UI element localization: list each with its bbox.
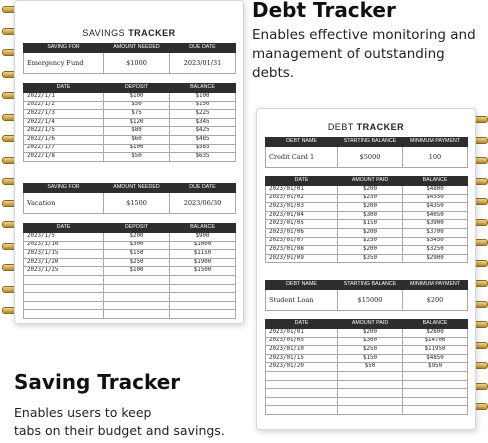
table-row bbox=[266, 354, 468, 363]
table-cell: $2900 bbox=[403, 254, 468, 263]
table-cell: $3250 bbox=[403, 246, 468, 255]
savings-goal-table-2 bbox=[23, 183, 236, 214]
table-cell: $200 bbox=[338, 186, 403, 195]
debt-tracker-page bbox=[256, 108, 476, 430]
debt-row bbox=[266, 290, 468, 311]
goal-amount: $1500 bbox=[104, 193, 170, 214]
table-cell: 2023/01/04 bbox=[266, 211, 338, 220]
col-date: DATE bbox=[266, 177, 338, 186]
debt-title-bold: TRACKER bbox=[356, 122, 405, 132]
table-row bbox=[266, 371, 468, 380]
savings-page-title bbox=[15, 28, 243, 38]
table-cell bbox=[24, 301, 104, 310]
table-cell: $1150 bbox=[170, 250, 236, 259]
table-cell: $200 bbox=[104, 233, 170, 242]
debt-page-title bbox=[257, 122, 475, 132]
table-row bbox=[266, 194, 468, 203]
spiral-ring bbox=[474, 137, 488, 144]
col-debt-name: DEBT NAME bbox=[266, 138, 338, 147]
table-row bbox=[24, 267, 236, 276]
table-row bbox=[24, 233, 236, 242]
table-row bbox=[266, 337, 468, 346]
savings-goal-table-1 bbox=[23, 43, 236, 74]
table-cell bbox=[403, 380, 468, 389]
table-cell: 2022/1/4 bbox=[24, 118, 104, 127]
saving-desc-line1: Enables users to keep bbox=[14, 405, 152, 420]
table-row bbox=[266, 246, 468, 255]
table-cell bbox=[104, 275, 170, 284]
table-cell: $300 bbox=[338, 337, 403, 346]
table-cell: $2800 bbox=[403, 329, 468, 338]
table-row bbox=[266, 397, 468, 406]
table-cell: 2022/1/1 bbox=[24, 93, 104, 102]
table-cell bbox=[338, 380, 403, 389]
goal-header-row bbox=[24, 44, 236, 53]
table-cell bbox=[266, 380, 338, 389]
goal-name: Vacation bbox=[24, 193, 104, 214]
table-cell: $585 bbox=[170, 144, 236, 153]
spiral-ring bbox=[474, 362, 488, 369]
table-cell: $635 bbox=[170, 153, 236, 162]
goal-amount: $1000 bbox=[104, 53, 170, 74]
table-cell: 2022/1/5 bbox=[24, 127, 104, 136]
debt-tracker-heading: Debt Tracker bbox=[252, 0, 396, 22]
table-cell bbox=[104, 310, 170, 319]
table-cell: $100 bbox=[104, 144, 170, 153]
table-cell bbox=[403, 389, 468, 398]
table-cell: $75 bbox=[104, 110, 170, 119]
table-cell: $100 bbox=[104, 267, 170, 276]
col-starting-balance: STARTING BALANCE bbox=[338, 138, 403, 147]
savings-log-table-2 bbox=[23, 223, 236, 319]
col-date: DATE bbox=[24, 224, 104, 233]
table-cell bbox=[24, 284, 104, 293]
table-cell: 2023/1/5 bbox=[24, 233, 104, 242]
table-cell: $4350 bbox=[403, 203, 468, 212]
table-cell: $200 bbox=[338, 203, 403, 212]
table-cell bbox=[266, 389, 338, 398]
table-row bbox=[24, 284, 236, 293]
table-cell: $1000 bbox=[170, 241, 236, 250]
log-header-row bbox=[24, 224, 236, 233]
debt-log-table-1 bbox=[265, 176, 468, 263]
table-cell: $80 bbox=[104, 127, 170, 136]
table-row bbox=[266, 346, 468, 355]
table-cell: $250 bbox=[338, 194, 403, 203]
table-row bbox=[266, 380, 468, 389]
table-cell: $200 bbox=[338, 329, 403, 338]
spiral-ring bbox=[474, 280, 488, 287]
debt-header-row bbox=[266, 138, 468, 147]
table-cell: $300 bbox=[338, 211, 403, 220]
spiral-ring bbox=[474, 178, 488, 185]
col-due-date: DUE DATE bbox=[170, 184, 236, 193]
table-row bbox=[24, 118, 236, 127]
table-cell: $60 bbox=[104, 135, 170, 144]
table-cell bbox=[338, 397, 403, 406]
goal-row bbox=[24, 53, 236, 74]
table-row bbox=[24, 275, 236, 284]
table-cell: 2023/01/09 bbox=[266, 254, 338, 263]
table-cell bbox=[24, 275, 104, 284]
debt-row bbox=[266, 147, 468, 168]
table-row bbox=[266, 237, 468, 246]
table-cell bbox=[104, 293, 170, 302]
table-cell: $1900 bbox=[170, 258, 236, 267]
table-cell: 2023/01/06 bbox=[266, 228, 338, 237]
col-amount-paid: AMOUNT PAID bbox=[338, 177, 403, 186]
table-cell: $1500 bbox=[170, 267, 236, 276]
savings-tracker-page bbox=[14, 0, 244, 324]
spiral-ring bbox=[474, 198, 488, 205]
savings-title-prefix: SAVINGS bbox=[82, 28, 126, 38]
table-row bbox=[24, 301, 236, 310]
table-cell: 2023/01/20 bbox=[266, 363, 338, 372]
table-cell: $150 bbox=[104, 250, 170, 259]
table-cell bbox=[266, 406, 338, 415]
table-cell: $200 bbox=[338, 246, 403, 255]
table-cell bbox=[266, 397, 338, 406]
table-cell: 2023/1/25 bbox=[24, 267, 104, 276]
debt-desc-line1: Enables effective monitoring and bbox=[252, 27, 476, 43]
table-row bbox=[24, 258, 236, 267]
debt-tracker-description bbox=[252, 26, 488, 83]
table-cell: $225 bbox=[170, 110, 236, 119]
table-row bbox=[24, 127, 236, 136]
table-cell: $120 bbox=[104, 118, 170, 127]
col-amount-needed: AMOUNT NEEDED bbox=[104, 44, 170, 53]
table-cell: $300 bbox=[104, 241, 170, 250]
goal-name: Emergency Fund bbox=[24, 53, 104, 74]
col-minimum-payment: MINIMUM PAYMENT bbox=[403, 138, 468, 147]
table-cell bbox=[338, 371, 403, 380]
col-debt-name: DEBT NAME bbox=[266, 281, 338, 290]
debt-min: 100 bbox=[403, 147, 468, 168]
table-cell: $200 bbox=[338, 228, 403, 237]
table-row bbox=[266, 254, 468, 263]
table-row bbox=[266, 389, 468, 398]
table-cell: $150 bbox=[170, 101, 236, 110]
goal-header-row bbox=[24, 184, 236, 193]
table-cell: $250 bbox=[338, 346, 403, 355]
table-cell bbox=[403, 371, 468, 380]
saving-tracker-description bbox=[14, 404, 225, 439]
table-row bbox=[24, 153, 236, 162]
debt-name: Student Loan bbox=[266, 290, 338, 311]
table-row bbox=[24, 110, 236, 119]
debt-name: Credit Card 1 bbox=[266, 147, 338, 168]
table-row bbox=[24, 241, 236, 250]
savings-log-table-1 bbox=[23, 83, 236, 162]
saving-desc-line2: tabs on their budget and savings. bbox=[14, 422, 225, 438]
table-cell bbox=[403, 397, 468, 406]
col-starting-balance: STARTING BALANCE bbox=[338, 281, 403, 290]
table-cell: 2023/01/05 bbox=[266, 220, 338, 229]
spiral-ring bbox=[474, 116, 488, 123]
col-deposit: DEPOSIT bbox=[104, 224, 170, 233]
table-row bbox=[24, 135, 236, 144]
table-row bbox=[266, 203, 468, 212]
table-row bbox=[24, 310, 236, 319]
spiral-ring bbox=[474, 383, 488, 390]
table-cell: $3900 bbox=[403, 220, 468, 229]
saving-tracker-heading: Saving Tracker bbox=[14, 370, 181, 394]
col-amount-needed: AMOUNT NEEDED bbox=[104, 184, 170, 193]
table-cell: 2022/1/7 bbox=[24, 144, 104, 153]
table-cell: 2023/01/10 bbox=[266, 346, 338, 355]
table-cell: $950 bbox=[403, 363, 468, 372]
col-date: DATE bbox=[266, 320, 338, 329]
goal-due: 2023/01/31 bbox=[170, 53, 236, 74]
debt-min: $200 bbox=[403, 290, 468, 311]
debt-info-table-2 bbox=[265, 280, 468, 311]
table-cell bbox=[24, 310, 104, 319]
table-cell: 2022/1/2 bbox=[24, 101, 104, 110]
table-cell bbox=[170, 284, 236, 293]
table-cell: $50 bbox=[104, 101, 170, 110]
table-cell: 2023/01/05 bbox=[266, 337, 338, 346]
table-cell: $50 bbox=[338, 363, 403, 372]
table-cell bbox=[338, 389, 403, 398]
goal-due: 2023/06/30 bbox=[170, 193, 236, 214]
spiral-ring bbox=[474, 219, 488, 226]
col-saving-for: SAVING FOR bbox=[24, 44, 104, 53]
col-minimum-payment: MINIMUM PAYMENT bbox=[403, 281, 468, 290]
table-cell: $50 bbox=[104, 153, 170, 162]
table-cell: 2023/01/03 bbox=[266, 203, 338, 212]
table-cell bbox=[170, 293, 236, 302]
col-saving-for: SAVING FOR bbox=[24, 184, 104, 193]
log-header-row bbox=[266, 320, 468, 329]
table-cell: $900 bbox=[170, 233, 236, 242]
col-balance: BALANCE bbox=[403, 177, 468, 186]
col-due-date: DUE DATE bbox=[170, 44, 236, 53]
table-row bbox=[266, 406, 468, 415]
table-cell: 2023/1/15 bbox=[24, 250, 104, 259]
table-cell: $4850 bbox=[403, 354, 468, 363]
table-cell: 2023/01/15 bbox=[266, 354, 338, 363]
table-cell bbox=[170, 275, 236, 284]
table-cell bbox=[403, 406, 468, 415]
spiral-ring bbox=[474, 157, 488, 164]
table-cell: $425 bbox=[170, 127, 236, 136]
table-cell: $100 bbox=[170, 93, 236, 102]
table-cell: $250 bbox=[104, 258, 170, 267]
table-cell: 2023/1/10 bbox=[24, 241, 104, 250]
spiral-ring bbox=[474, 239, 488, 246]
table-cell bbox=[104, 301, 170, 310]
table-row bbox=[24, 101, 236, 110]
debt-log-table-2 bbox=[265, 319, 468, 415]
col-balance: BALANCE bbox=[170, 224, 236, 233]
table-cell: $14700 bbox=[403, 337, 468, 346]
table-cell: $150 bbox=[338, 220, 403, 229]
table-row bbox=[266, 228, 468, 237]
spiral-ring bbox=[474, 403, 488, 410]
debt-header-row bbox=[266, 281, 468, 290]
table-cell: 2023/1/20 bbox=[24, 258, 104, 267]
table-cell: 2023/01/02 bbox=[266, 194, 338, 203]
log-header-row bbox=[266, 177, 468, 186]
table-cell bbox=[266, 371, 338, 380]
debt-start: $5000 bbox=[338, 147, 403, 168]
log-header-row bbox=[24, 84, 236, 93]
col-balance: BALANCE bbox=[170, 84, 236, 93]
table-cell: 2023/01/08 bbox=[266, 246, 338, 255]
col-date: DATE bbox=[24, 84, 104, 93]
spiral-ring bbox=[474, 342, 488, 349]
goal-row bbox=[24, 193, 236, 214]
table-cell: $150 bbox=[338, 354, 403, 363]
table-row bbox=[266, 211, 468, 220]
table-cell: $4800 bbox=[403, 186, 468, 195]
table-cell bbox=[170, 310, 236, 319]
debt-start: $15000 bbox=[338, 290, 403, 311]
table-cell: 2022/1/3 bbox=[24, 110, 104, 119]
table-cell: 2023/01/01 bbox=[266, 329, 338, 338]
debt-info-table-1 bbox=[265, 137, 468, 168]
table-row bbox=[266, 186, 468, 195]
debt-title-prefix: DEBT bbox=[327, 122, 354, 132]
table-cell: $4050 bbox=[403, 211, 468, 220]
spiral-ring bbox=[474, 260, 488, 267]
table-cell bbox=[24, 293, 104, 302]
table-cell: $485 bbox=[170, 135, 236, 144]
table-cell: $3450 bbox=[403, 237, 468, 246]
col-deposit: DEPOSIT bbox=[104, 84, 170, 93]
spiral-ring bbox=[474, 321, 488, 328]
spiral-ring bbox=[474, 301, 488, 308]
table-row bbox=[24, 144, 236, 153]
table-row bbox=[266, 363, 468, 372]
savings-title-bold: TRACKER bbox=[128, 28, 176, 38]
table-cell: $250 bbox=[338, 237, 403, 246]
table-cell: $345 bbox=[170, 118, 236, 127]
table-cell: $350 bbox=[338, 254, 403, 263]
table-cell: 2023/01/07 bbox=[266, 237, 338, 246]
table-row bbox=[266, 220, 468, 229]
table-row bbox=[24, 293, 236, 302]
table-cell bbox=[338, 406, 403, 415]
table-cell bbox=[104, 284, 170, 293]
debt-desc-line2: management of outstanding debts. bbox=[252, 45, 445, 81]
col-amount-paid: AMOUNT PAID bbox=[338, 320, 403, 329]
table-cell bbox=[170, 301, 236, 310]
table-cell: 2022/1/6 bbox=[24, 135, 104, 144]
table-row bbox=[24, 93, 236, 102]
table-cell: $11950 bbox=[403, 346, 468, 355]
table-cell: $100 bbox=[104, 93, 170, 102]
table-cell: $3700 bbox=[403, 228, 468, 237]
table-row bbox=[24, 250, 236, 259]
table-row bbox=[266, 329, 468, 338]
table-cell: 2022/1/8 bbox=[24, 153, 104, 162]
table-cell: 2023/01/01 bbox=[266, 186, 338, 195]
table-cell: $4550 bbox=[403, 194, 468, 203]
col-balance: BALANCE bbox=[403, 320, 468, 329]
